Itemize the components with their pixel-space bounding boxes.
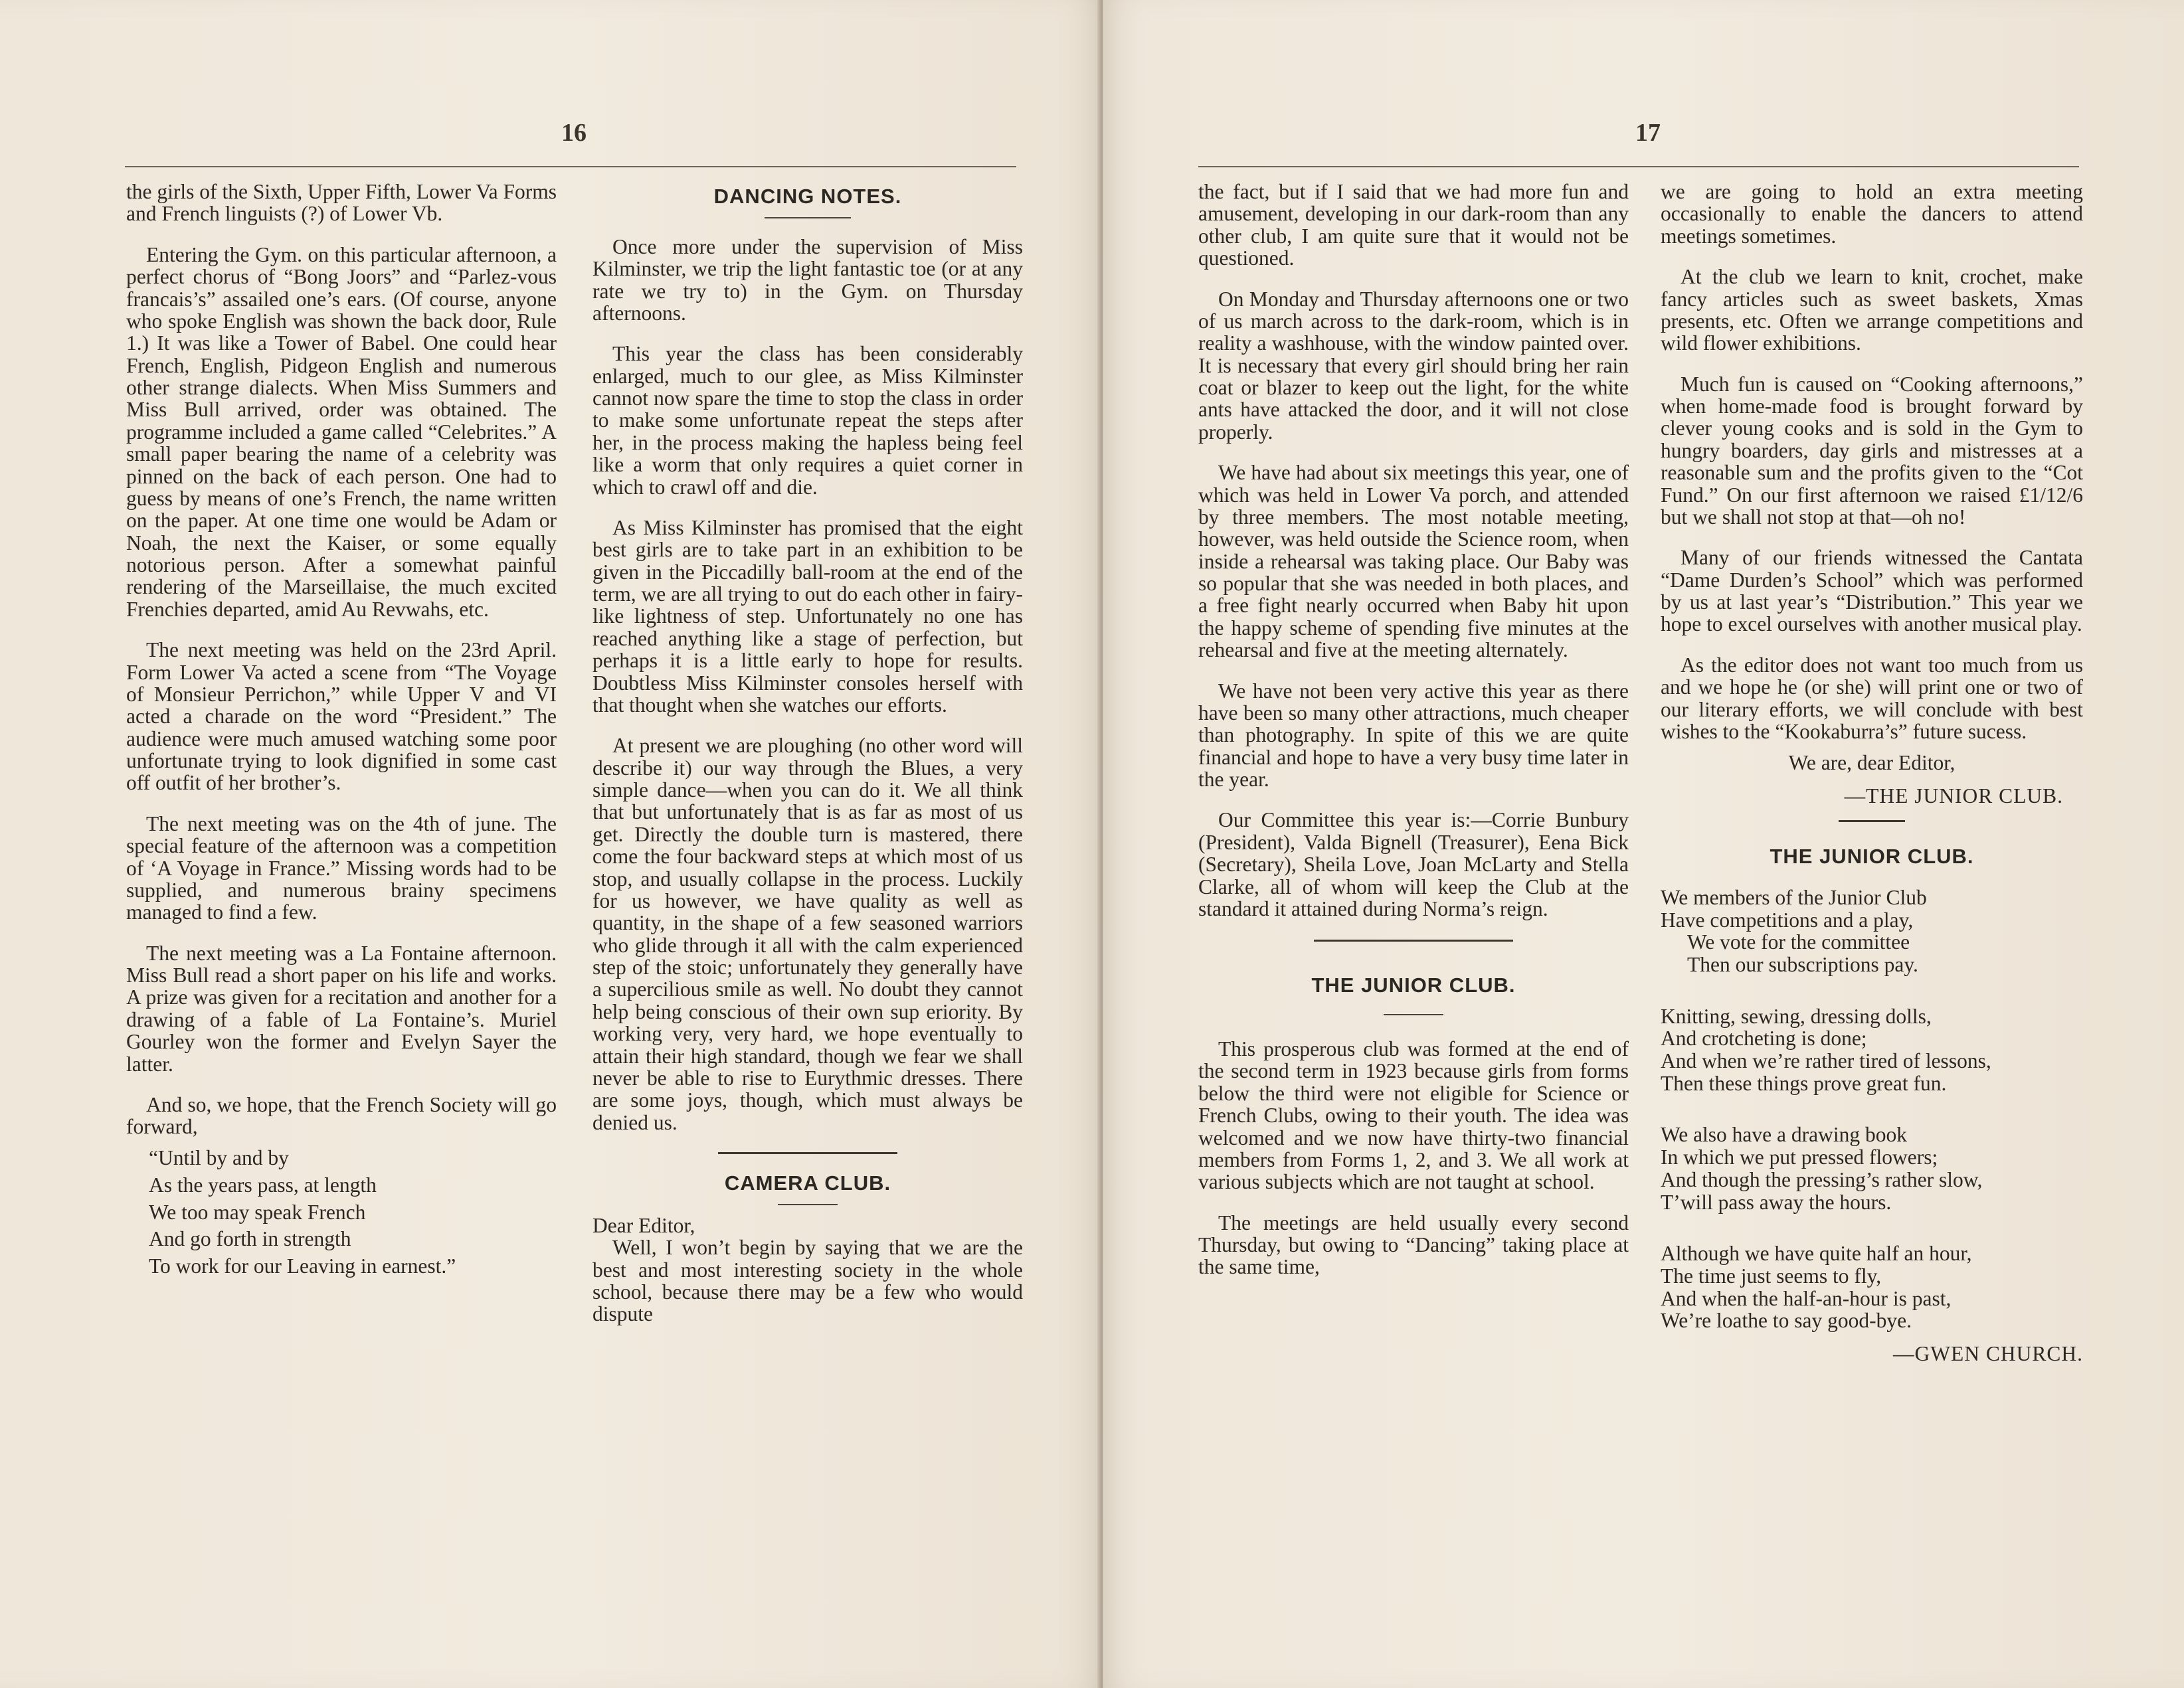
closing-line: We are, dear Editor, (1788, 751, 1956, 775)
paragraph: Much fun is caused on “Cooking afternoons,” when home-made food is brought forward by clever young cooks and is sold in the Gym to hungry boarders, day girls and mistresses at a reasonable sum and the profits given to the “Cot Fund.” On our first afternoon we raised £1/12/6 but we shall not stop at that—oh no! (1661, 372, 2083, 529)
poem-line: To work for our Leaving in earnest.” (149, 1254, 456, 1278)
poem-stanza (1661, 1242, 2083, 1332)
poem-line: We members of the Junior Club (1661, 885, 1927, 909)
paragraph: Many of our friends witnessed the Cantata “Dame Durden’s School” which was performed by us at last year’s “Distribution.” This year we hope to excel ourselves with another musical play. (1661, 546, 2083, 636)
poem-line: As the years pass, at length (149, 1173, 377, 1197)
poem-line: Then these things prove great fun. (1661, 1071, 1947, 1095)
poem-line: The time just seems to fly, (1661, 1264, 1882, 1288)
poem-line: And go forth in strength (149, 1227, 351, 1251)
header-rule (125, 166, 1016, 167)
paragraph: As the editor does not want too much from us and we hope he (or she) will print one or two of our literary efforts, we will conclude with best wishes to the “Kookaburra’s” future sucess. (1661, 653, 2083, 743)
poem-title: THE JUNIOR CLUB. (1770, 845, 1974, 868)
paragraph: Once more under the supervision of Miss Kilminster, we trip the light fantastic toe (or at any rate we try to) in the Gym. on Thursday afternoons. (592, 234, 1023, 325)
paragraph: Entering the Gym. on this particular afternoon, a perfect chorus of “Bong Joors” and “Parlez-vous francais’s” assailed one’s ears. (Of course, anyone who spoke English was shown the back door, Rule 1.) It was like a Tower of Babel. One could hear French, English, Pidgeon English and numerous other strange dialects. When Miss Summers and Miss Bull arrived, order was obtained. The programme included a game called “Celebrites.” A small paper bearing the name of a celebrity was pinned on the back of each person. One had to guess by means of one’s French, the name written on the paper. At one time one would be Adam or Noah, the next the Kaiser, or some equally notorious person. After a somewhat painful rendering of the Marseillaise, the much excited Frenchies departed, amid Au Revwahs, etc. (126, 242, 557, 621)
paragraph: Well, I won’t begin by saying that we are the best and most interesting society in the whole school, because there may be a few who would dispute (592, 1236, 1023, 1326)
poem-line: We’re loathe to say good-bye. (1661, 1309, 1912, 1333)
poem-stanza (1661, 1124, 2083, 1213)
title-rule (778, 1204, 838, 1205)
paragraph: The next meeting was on the 4th of june. The special feature of the afternoon was a competition of ‘A Voyage in France.” Missing words had to be supplied, and numerous brainy specimens managed to find a few. (126, 811, 557, 924)
column-3 (1198, 181, 1629, 1297)
section-divider (1839, 820, 1905, 822)
poem-line: “Until by and by (149, 1145, 289, 1169)
page-number: 17 (1635, 119, 1661, 147)
poem-line: T’will pass away the hours. (1661, 1190, 1892, 1214)
poem-line: And when we’re rather tired of lessons, (1661, 1049, 1991, 1073)
poem-author: —GWEN CHURCH. (1893, 1342, 2083, 1366)
paragraph: The next meeting was held on the 23rd April. Form Lower Va acted a scene from “The Voyage of Monsieur Perrichon,” while Upper V and VI acted a charade on the word “President.” The audience were much amused watching some poor unfortunate trying to look dignified in some cast off outfit of her brother’s. (126, 638, 557, 795)
section-title-junior-club: THE JUNIOR CLUB. (1311, 973, 1516, 997)
paragraph: The next meeting was a La Fontaine afternoon. Miss Bull read a short paper on his life and works. A prize was given for a recitation and another for a drawing of a fable of La Fontaine’s. Muriel Gourley won the former and Evelyn Sayer the latter. (126, 941, 557, 1076)
paragraph: As Miss Kilminster has promised that the eight best girls are to take part in an exhibition to be given in the Piccadilly ball-room at the end of the term, we are all trying to out do each other in fairy-like lightness of step. Unfortunately no one has reached anything like a stage of perfection, but perhaps it is a little early to hope for results. Doubtless Miss Kilminster consoles herself with that thought when she watches our efforts. (592, 515, 1023, 717)
paragraph: Our Committee this year is:—Corrie Bunbury (President), Valda Bignell (Treasurer), Eena Bick (Secretary), Sheila Love, Joan McLarty and Stella Clarke, all of whom will keep the Club at the standard it attained during Norma’s reign. (1198, 808, 1629, 920)
paragraph: the fact, but if I said that we had more fun and amusement, developing in our dark-room than any other club, I am quite sure that it would not be questioned. (1198, 180, 1629, 270)
paragraph: This year the class has been considerably enlarged, much to our glee, as Miss Kilminster cannot now spare the time to stop the class in order to make some unfortunate repeat the steps after her, in the process making the hapless being feel like a worm that only requires a quiet corner in which to crawl off and die. (592, 342, 1023, 499)
poem-stanza (1661, 886, 2083, 976)
paragraph: We have not been very active this year as there have been so many other attractions, much cheaper than photography. In spite of this we are quite financial and hope to have a very busy time later in the year. (1198, 679, 1629, 791)
salutation: Dear Editor, (592, 1213, 695, 1237)
poem-line: And crotcheting is done; (1661, 1027, 1867, 1051)
poem-line: We vote for the committee (1687, 930, 1910, 954)
paragraph: And so, we hope, that the French Society will go forward, (126, 1092, 557, 1139)
column-2 (592, 181, 1023, 1344)
paragraph: At present we are ploughing (no other word will describe it) our way through the Blues, a very simple dance—when you can do it. We all think that but unfortunately that is as far as most of us get. Directly the double turn is mastered, there come the four backward steps at which most of us stop, and usually collapse in the process. Luckily for us however, we have quality as well as quantity, in the shape of a few seasoned warriors who glide through it all with the calm experienced step of the stoic; unfortunately they generally have a supercilious smile as well. No doubt they cannot help being conscious of their own sup eriority. By working very, very hard, we hope eventually to attain their high standard, though we fear we shall never be able to rise to Eurythmic dresses. There are some joys, though, which must always be denied us. (592, 734, 1023, 1134)
poem-line: In which we put pressed flowers; (1661, 1145, 1938, 1169)
page-right (1103, 0, 2184, 1688)
paragraph: At the club we learn to knit, crochet, make fancy articles such as sweet baskets, Xmas presents, etc. Often we arrange competitions and wild flower exhibitions. (1661, 265, 2083, 355)
poem-line: We also have a drawing book (1661, 1123, 1907, 1147)
poem-line: We too may speak French (149, 1200, 366, 1224)
paragraph: This prosperous club was formed at the end of the second term in 1923 because girls from forms below the third were not eligible for Science or French Clubs, owing to their youth. The idea was welcomed and we now have thirty-two financial members from Forms 1, 2, and 3. We all work at various subjects which are not taught at school. (1198, 1037, 1629, 1194)
paragraph: On Monday and Thursday afternoons one or two of us march across to the dark-room, which is in reality a washhouse, with the window painted over. It is necessary that every girl should bring her rain coat or blazer to keep out the light, for the white ants have attacked the door, and it will not close properly. (1198, 287, 1629, 444)
poem-line: Have competitions and a play, (1661, 908, 1914, 932)
french-poem (126, 1145, 557, 1281)
section-divider (1314, 940, 1513, 942)
paragraph: We have had about six meetings this year, one of which was held in Lower Va porch, and attended by three members. The most notable meeting, however, was held outside the Science room, when inside a rehearsal was taking place. Our Baby was so popular that she was needed in both places, and a free fight nearly occurred when Baby hit upon the happy scheme of spending five minutes at the rehearsal and five at the meeting alternately. (1198, 461, 1629, 662)
section-title-dancing: DANCING NOTES. (713, 185, 902, 208)
title-rule (765, 217, 851, 218)
column-4 (1661, 181, 2083, 1378)
poem-line: And when the half-an-hour is past, (1661, 1286, 1952, 1310)
poem-line: And though the pressing’s rather slow, (1661, 1167, 1983, 1191)
signature: —THE JUNIOR CLUB. (1844, 784, 2063, 807)
section-divider (718, 1152, 897, 1154)
page-number: 16 (561, 119, 587, 147)
paragraph: the girls of the Sixth, Upper Fifth, Lower Va Forms and French linguists (?) of Lower Vb. (126, 180, 557, 226)
paragraph: The meetings are held usually every second Thursday, but owing to “Dancing” taking place at the same time, (1198, 1211, 1629, 1279)
poem-line: Then our subscriptions pay. (1687, 952, 1918, 976)
section-title-camera: CAMERA CLUB. (724, 1171, 891, 1195)
column-1 (126, 181, 557, 1280)
title-rule (1384, 1014, 1443, 1015)
poem-stanza (1661, 1005, 2083, 1095)
poem-line: Knitting, sewing, dressing dolls, (1661, 1004, 1932, 1028)
poem-line: Although we have quite half an hour, (1661, 1242, 1972, 1266)
header-rule (1198, 166, 2079, 167)
paragraph: we are going to hold an extra meeting occasionally to enable the dancers to attend meetings sometimes. (1661, 180, 2083, 248)
